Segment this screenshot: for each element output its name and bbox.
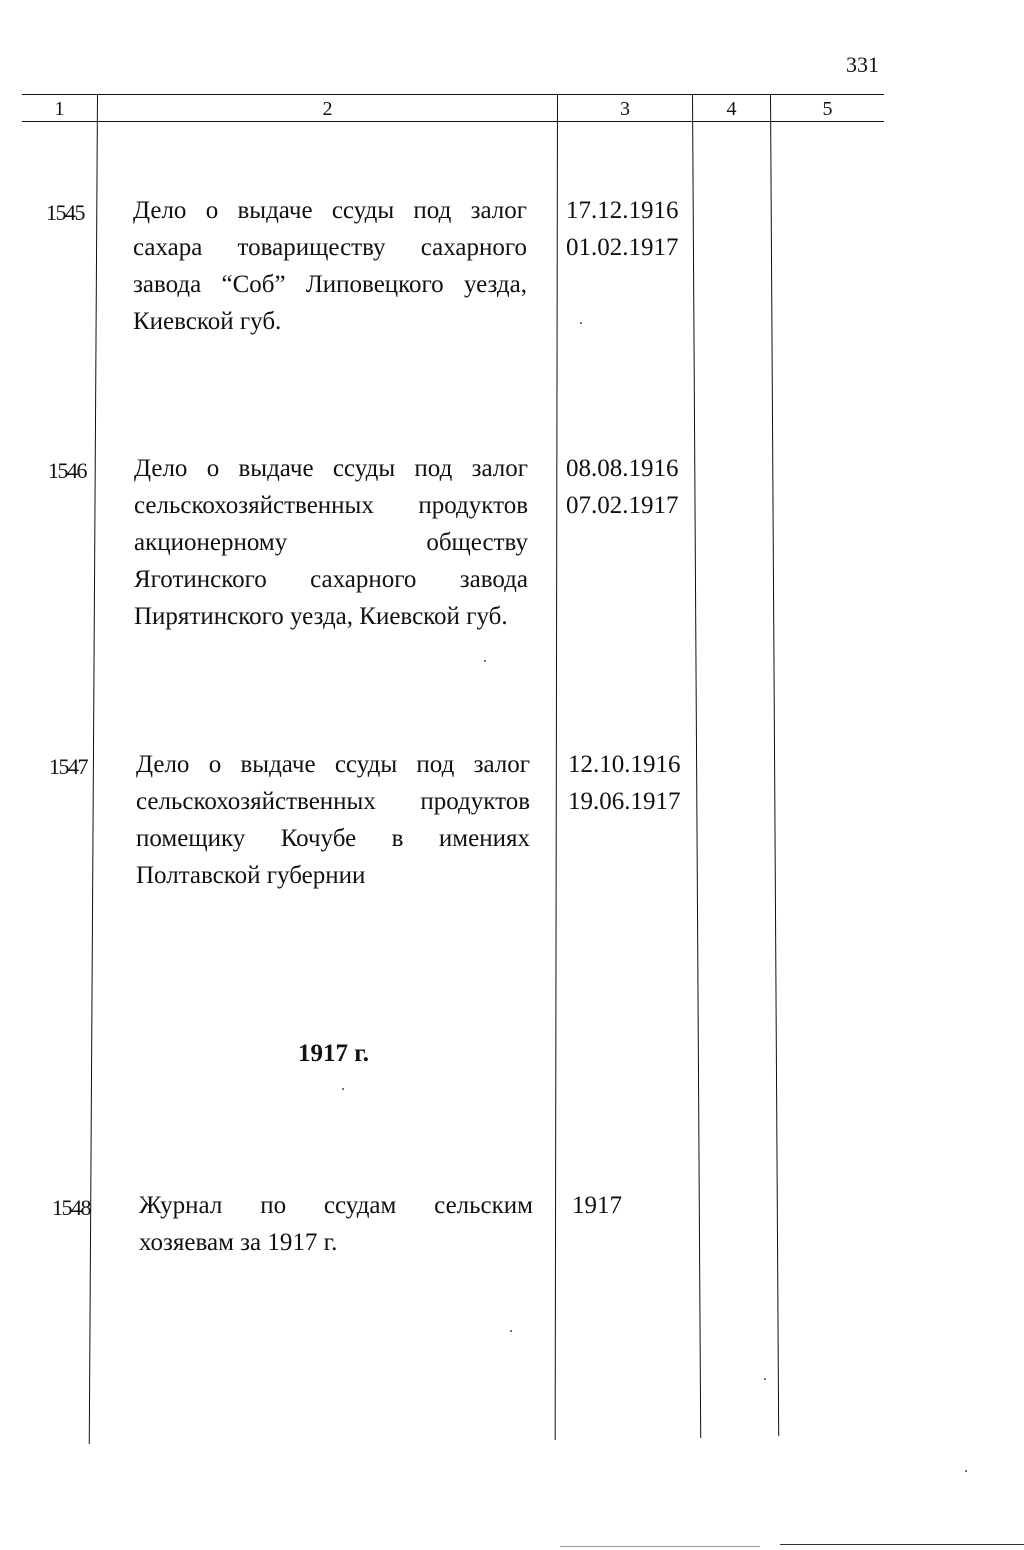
row-dates [566, 192, 679, 266]
row-description: Журнал по ссудам сельским хозяевам за 1917 г. [139, 1192, 533, 1256]
row-dates [566, 450, 679, 524]
date-end: 07.02.1917 [566, 492, 679, 519]
scan-speck [764, 1378, 766, 1380]
date-start: 1917 [572, 1192, 622, 1219]
date-end: 19.06.1917 [568, 788, 681, 815]
section-heading: 1917 г. [298, 1040, 370, 1067]
column-header-2: 2 [322, 98, 333, 120]
row-number: 1548 [52, 1195, 90, 1220]
column-header-1: 1 [54, 98, 65, 120]
table-top-rule [22, 94, 884, 95]
column-divider-2 [555, 94, 558, 1440]
column-header-3: 3 [620, 98, 630, 120]
row-number: 1547 [49, 754, 87, 779]
column-divider-1 [89, 94, 98, 1444]
scan-speck [580, 322, 582, 324]
column-divider-3 [692, 94, 701, 1438]
date-start: 08.08.1916 [566, 455, 679, 482]
scan-speck [965, 1470, 967, 1472]
header-bottom-rule [22, 121, 884, 122]
date-start: 17.12.1916 [566, 197, 679, 224]
column-header-5: 5 [822, 98, 833, 120]
scan-speck [510, 1330, 512, 1332]
date-start: 12.10.1916 [568, 751, 681, 778]
row-description: Дело о выдаче ссуды под залог сахара товариществу сахарного завода “Соб” Липовецкого уезда, Киевской губ. [133, 197, 527, 335]
scan-speck [342, 1088, 344, 1090]
scan-edge-line [560, 1546, 760, 1547]
column-divider-4 [770, 94, 779, 1436]
column-header-4: 4 [726, 98, 737, 120]
row-description: Дело о выдаче ссуды под залог сельскохозяйственных продуктов помещику Кочубе в имениях Полтавской губернии [136, 751, 530, 889]
row-dates [568, 746, 681, 820]
date-end: 01.02.1917 [566, 234, 679, 261]
row-dates [572, 1187, 622, 1224]
row-description: Дело о выдаче ссуды под залог сельскохозяйственных продуктов акционерному обществу Яготинского сахарного завода Пирятинского уезда, Киевской губ. [134, 455, 528, 630]
scan-edge-line [780, 1544, 1024, 1545]
scan-speck [484, 660, 486, 662]
row-number: 1546 [48, 458, 86, 483]
row-number: 1545 [46, 200, 84, 225]
page-number: 331 [846, 52, 879, 77]
